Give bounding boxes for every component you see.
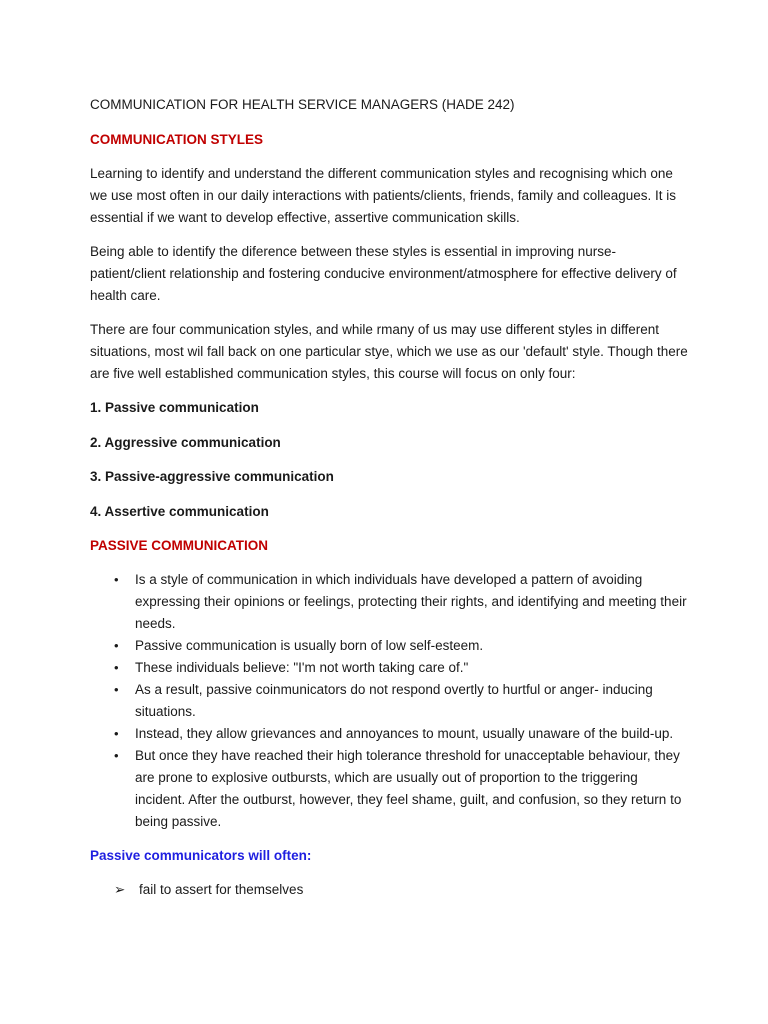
list-item (90, 879, 690, 901)
list-item (90, 745, 690, 833)
bullet-text: These individuals believe: "I'm not worth taking care of." (135, 660, 469, 675)
bullet-icon: • (114, 748, 119, 763)
bullet-text: Passive communication is usually born of low self-esteem. (135, 638, 484, 653)
passive-communicators-heading: Passive communicators will often: (90, 848, 312, 863)
list-item (90, 723, 690, 745)
list-item (90, 635, 690, 657)
communication-styles-heading: COMMUNICATION STYLES (90, 132, 263, 147)
list-item (90, 569, 690, 635)
bullet-icon: • (114, 682, 119, 697)
passive-communication-heading: PASSIVE COMMUNICATION (90, 538, 269, 553)
bullet-icon: • (114, 638, 119, 653)
bullet-icon: • (114, 572, 119, 587)
bullet-text: Instead, they allow grievances and annoyances to mount, usually unaware of the build-up. (135, 726, 674, 741)
style-item-assertive: 4. Assertive communication (90, 503, 269, 519)
style-item-passive: 1. Passive communication (90, 400, 259, 415)
course-title: COMMUNICATION FOR HEALTH SERVICE MANAGERS (HADE 242) (90, 97, 515, 112)
passive-bullet-list (90, 569, 690, 833)
style-item-passive-aggressive: 3. Passive-aggressive communication (90, 469, 334, 484)
document-page (90, 94, 690, 901)
arrow-bullet-icon: ➢ (114, 882, 126, 897)
bullet-text: As a result, passive coinmunicators do not respond overtly to hurtful or anger- inducing situations. (135, 682, 653, 719)
bullet-text: But once they have reached their high tolerance threshold for unacceptable behaviour, they are prone to explosive outbursts, which are usually out of proportion to the triggering incident. After the outburst, however, they feel shame, guilt, and confusion, so they return to being passive. (135, 748, 682, 829)
list-item (90, 679, 690, 723)
trait-text: fail to assert for themselves (139, 882, 304, 897)
list-item (90, 657, 690, 679)
styles-list (90, 397, 690, 523)
bullet-text: Is a style of communication in which individuals have developed a pattern of avoiding expressing their opinions or feelings, protecting their rights, and identifying and meeting their needs. (135, 572, 687, 631)
intro-paragraph: Learning to identify and understand the different communication styles and recognising which one we use most often in our daily interactions with patients/clients, friends, family and colleagues. It is essential if we want to develop effective, assertive communication skills. (90, 166, 677, 225)
style-item-aggressive: 2. Aggressive communication (90, 434, 281, 450)
importance-paragraph: Being able to identify the diference between these styles is essential in improving nurse-patient/client relationship and fostering conducive environment/atmosphere for effective delivery of health care. (90, 244, 677, 303)
bullet-icon: • (114, 726, 119, 741)
passive-traits-list (90, 879, 690, 901)
bullet-icon: • (114, 660, 119, 675)
four-styles-paragraph: There are four communication styles, and while rmany of us may use different styles in different situations, most wil fall back on one particular stye, which we use as our 'default' style. Though there are five well established communication styles, this course will focus on only four: (90, 322, 688, 381)
